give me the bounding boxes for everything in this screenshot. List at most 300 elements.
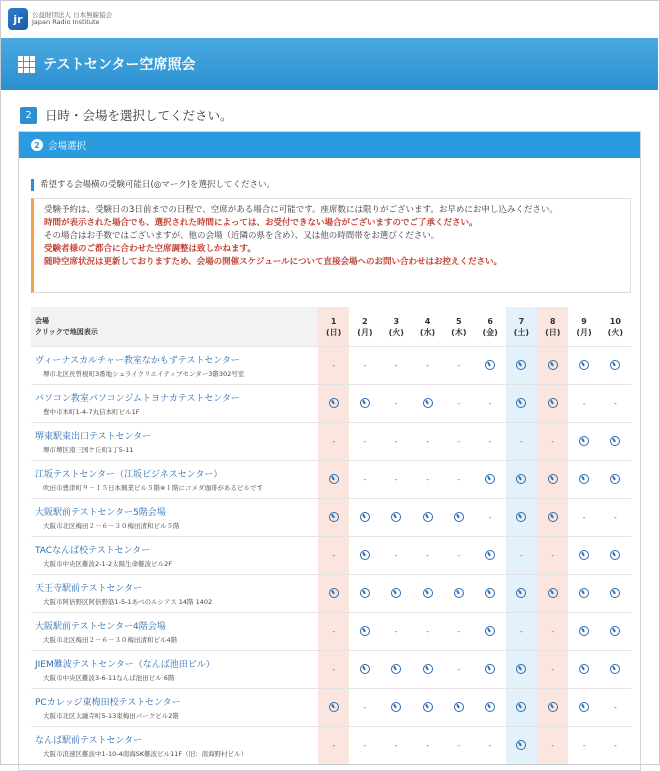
panel-heading: [19, 132, 640, 158]
available-clock-icon[interactable]: [579, 474, 589, 484]
venue-link[interactable]: 天王寺駅前テストセンター: [35, 584, 143, 594]
page-title: テストセンター空席照会: [43, 57, 196, 73]
step-number: 2: [20, 107, 37, 124]
available-clock-icon[interactable]: [360, 626, 370, 636]
table-body: [31, 347, 631, 765]
day-cell: [318, 537, 349, 575]
day-cell[interactable]: [412, 651, 443, 689]
day-of-week: (木): [451, 327, 467, 337]
day-of-week: (日): [325, 327, 342, 337]
day-cell[interactable]: [506, 347, 537, 385]
day-cell[interactable]: [568, 347, 599, 385]
available-clock-icon[interactable]: [516, 588, 526, 598]
day-cell[interactable]: [474, 537, 505, 575]
logo-text[interactable]: [32, 12, 112, 27]
day-date: 3: [393, 316, 400, 326]
available-clock-icon[interactable]: [548, 474, 558, 484]
day-cell: [381, 613, 412, 651]
available-clock-icon[interactable]: [485, 360, 495, 370]
day-cell: [318, 347, 349, 385]
unavailable-dash: -: [332, 361, 336, 370]
table-row: [31, 499, 631, 537]
available-clock-icon[interactable]: [610, 550, 620, 560]
available-clock-icon[interactable]: [610, 474, 620, 484]
unavailable-dash: -: [582, 513, 586, 522]
available-clock-icon[interactable]: [329, 588, 339, 598]
unavailable-dash: -: [363, 703, 367, 712]
day-header-2: [349, 307, 380, 347]
unavailable-dash: -: [582, 741, 586, 750]
venue-address: 大阪市中央区難波2-1-2太陽生命難波ビル2F: [43, 560, 172, 568]
day-cell: [381, 423, 412, 461]
available-clock-icon[interactable]: [423, 588, 433, 598]
unavailable-dash: -: [332, 741, 336, 750]
available-clock-icon[interactable]: [360, 588, 370, 598]
day-cell[interactable]: [568, 575, 599, 613]
day-cell: [349, 347, 380, 385]
available-clock-icon[interactable]: [548, 702, 558, 712]
available-clock-icon[interactable]: [391, 512, 401, 522]
day-header-4: [412, 307, 443, 347]
day-cell[interactable]: [318, 575, 349, 613]
day-cell: [349, 423, 380, 461]
day-of-week: (月): [576, 327, 592, 337]
day-cell[interactable]: [568, 423, 599, 461]
day-cell[interactable]: [318, 689, 349, 727]
site-header: [0, 0, 660, 39]
table-header-row: [31, 307, 631, 347]
day-cell: [506, 613, 537, 651]
day-cell: [568, 727, 599, 765]
day-cell[interactable]: [349, 651, 380, 689]
day-date: 10: [609, 316, 621, 326]
unavailable-dash: -: [613, 513, 617, 522]
day-cell[interactable]: [474, 461, 505, 499]
venue-cell: [31, 499, 318, 537]
unavailable-dash: -: [426, 627, 429, 636]
day-cell[interactable]: [506, 689, 537, 727]
day-of-week: (火): [388, 327, 404, 337]
day-cell[interactable]: [600, 575, 631, 613]
logo-line1: 公益財団法人 日本無線協会: [32, 10, 113, 19]
available-clock-icon[interactable]: [391, 664, 401, 674]
available-clock-icon[interactable]: [548, 360, 558, 370]
unavailable-dash: -: [551, 665, 555, 674]
available-clock-icon[interactable]: [360, 512, 370, 522]
unavailable-dash: -: [519, 551, 523, 560]
day-of-week: (月): [357, 327, 373, 337]
day-cell: [506, 423, 537, 461]
available-clock-icon[interactable]: [579, 550, 589, 560]
day-cell[interactable]: [568, 461, 599, 499]
day-of-week: (火): [607, 327, 623, 337]
day-cell[interactable]: [568, 613, 599, 651]
day-cell[interactable]: [600, 461, 631, 499]
available-clock-icon[interactable]: [485, 588, 495, 598]
day-cell: [412, 423, 443, 461]
available-clock-icon[interactable]: [610, 436, 620, 446]
day-cell: [474, 385, 505, 423]
available-clock-icon[interactable]: [516, 360, 526, 370]
grid-icon: [18, 56, 35, 73]
day-cell[interactable]: [474, 613, 505, 651]
available-clock-icon[interactable]: [516, 664, 526, 674]
available-clock-icon[interactable]: [610, 360, 620, 370]
venue-link[interactable]: なんば駅前テストセンター: [35, 736, 143, 746]
day-header-10: [600, 307, 631, 347]
venue-link[interactable]: JIEM難波テストセンター（なんば池田ビル）: [35, 660, 215, 670]
unavailable-dash: -: [457, 437, 461, 446]
venue-subheader: クリックで地図表示: [35, 327, 98, 336]
day-cell[interactable]: [349, 385, 380, 423]
day-cell: [381, 727, 412, 765]
day-cell: [412, 727, 443, 765]
day-cell[interactable]: [443, 499, 474, 537]
unavailable-dash: -: [457, 741, 461, 750]
notice-line1: 受験予約は、受験日の3日前までの日程で、空席がある場合に可能です。座席数には限りがございます。お早めにお申し込みください。: [44, 205, 558, 215]
available-clock-icon[interactable]: [579, 360, 589, 370]
unavailable-dash: -: [519, 437, 523, 446]
venue-address: 大阪市北区太融寺町5-13東梅田パークビル2階: [43, 712, 179, 720]
venue-link[interactable]: TACなんば校テストセンター: [35, 546, 151, 556]
venue-cell: [31, 689, 318, 727]
unavailable-dash: -: [426, 437, 429, 446]
unavailable-dash: -: [488, 513, 492, 522]
venue-address: 大阪市阿倍野区阿倍野筋1-5-1あべのルシアス 14階 1402: [43, 598, 213, 606]
available-clock-icon[interactable]: [485, 664, 495, 674]
available-clock-icon[interactable]: [516, 512, 526, 522]
unavailable-dash: -: [426, 741, 429, 750]
day-header-3: [381, 307, 412, 347]
unavailable-dash: -: [457, 399, 461, 408]
unavailable-dash: -: [394, 437, 398, 446]
day-cell: [443, 537, 474, 575]
available-clock-icon[interactable]: [579, 588, 589, 598]
day-cell[interactable]: [443, 575, 474, 613]
title-bar: [0, 38, 658, 90]
day-cell[interactable]: [381, 651, 412, 689]
step-text: 日時・会場を選択してください。: [45, 108, 233, 123]
available-clock-icon[interactable]: [485, 626, 495, 636]
unavailable-dash: -: [332, 437, 336, 446]
venue-address: 大阪市北区梅田２－６－３０梅田清和ビル５階: [43, 522, 180, 530]
day-cell[interactable]: [381, 575, 412, 613]
day-cell[interactable]: [600, 347, 631, 385]
day-date: 4: [424, 316, 431, 326]
available-clock-icon[interactable]: [454, 512, 464, 522]
unavailable-dash: -: [394, 741, 398, 750]
day-cell: [412, 537, 443, 575]
day-cell[interactable]: [412, 575, 443, 613]
day-cell[interactable]: [318, 499, 349, 537]
day-cell: [381, 347, 412, 385]
available-clock-icon[interactable]: [516, 474, 526, 484]
table-row: [31, 727, 631, 765]
day-cell: [568, 499, 599, 537]
day-cell[interactable]: [600, 423, 631, 461]
step-heading: [20, 106, 233, 124]
unavailable-dash: -: [582, 399, 586, 408]
logo-mark-text: jr: [13, 12, 23, 26]
day-header-8: [537, 307, 568, 347]
unavailable-dash: -: [488, 399, 492, 408]
venue-cell: [31, 575, 318, 613]
day-cell[interactable]: [349, 613, 380, 651]
instruction-text: 希望する会場横の受験可能日(◎マーク)を選択してください。: [31, 179, 275, 191]
day-cell[interactable]: [537, 385, 568, 423]
day-cell[interactable]: [474, 651, 505, 689]
day-date: 9: [581, 316, 587, 326]
venue-link[interactable]: 大阪駅前テストセンター4階会場: [35, 622, 166, 632]
day-date: 8: [549, 316, 556, 326]
day-of-week: (日): [545, 327, 561, 337]
day-cell[interactable]: [568, 689, 599, 727]
unavailable-dash: -: [613, 399, 617, 408]
day-cell[interactable]: [537, 689, 568, 727]
day-cell[interactable]: [600, 613, 631, 651]
venue-cell: [31, 461, 318, 499]
venue-link[interactable]: PCカレッジ東梅田校テストセンター: [35, 698, 181, 708]
venue-link[interactable]: 堺東駅東出口テストセンター: [35, 432, 152, 442]
available-clock-icon[interactable]: [391, 588, 401, 598]
available-clock-icon[interactable]: [548, 398, 558, 408]
unavailable-dash: -: [394, 475, 398, 484]
day-of-week: (水): [419, 327, 436, 337]
table-row: [31, 385, 631, 423]
day-cell: [318, 423, 349, 461]
day-cell[interactable]: [600, 537, 631, 575]
day-cell[interactable]: [474, 347, 505, 385]
day-cell: [537, 537, 568, 575]
day-cell: [318, 651, 349, 689]
unavailable-dash: -: [551, 551, 555, 560]
day-cell: [381, 461, 412, 499]
venue-cell: [31, 651, 318, 689]
venue-address: 吹田市豊津町９－１５日本興業ビル５階※１階にコメダ珈琲があるビルです: [43, 484, 263, 492]
venue-address: 大阪市北区梅田２－６－３０梅田清和ビル4階: [43, 636, 178, 644]
day-cell: [412, 613, 443, 651]
available-clock-icon[interactable]: [423, 398, 433, 408]
day-cell[interactable]: [537, 499, 568, 537]
day-header-1: [318, 307, 349, 347]
day-cell[interactable]: [381, 499, 412, 537]
available-clock-icon[interactable]: [423, 512, 433, 522]
venue-cell: [31, 347, 318, 385]
venue-address: 豊中市本町1-4-7丸信本町ビル1F: [43, 408, 140, 416]
day-date: 2: [362, 316, 368, 326]
available-clock-icon[interactable]: [329, 512, 339, 522]
venue-cell: [31, 423, 318, 461]
availability-table: [31, 307, 631, 765]
day-cell: [381, 385, 412, 423]
notice-line3: その場合はお手数ではございますが、他の会場（近隣の県を含め）、又は他の時間帯をお選びください。: [44, 231, 440, 241]
day-cell[interactable]: [537, 347, 568, 385]
panel-heading-text: 会場選択: [48, 141, 87, 152]
available-clock-icon[interactable]: [610, 626, 620, 636]
venue-cell: [31, 537, 318, 575]
day-cell[interactable]: [412, 689, 443, 727]
unavailable-dash: -: [394, 399, 398, 408]
available-clock-icon[interactable]: [516, 702, 526, 712]
day-cell[interactable]: [506, 575, 537, 613]
day-cell[interactable]: [443, 689, 474, 727]
available-clock-icon[interactable]: [423, 664, 433, 674]
available-clock-icon[interactable]: [391, 702, 401, 712]
day-header-5: [443, 307, 474, 347]
table-row: [31, 537, 631, 575]
available-clock-icon[interactable]: [548, 512, 558, 522]
available-clock-icon[interactable]: [360, 398, 370, 408]
day-cell: [600, 385, 631, 423]
day-cell: [600, 499, 631, 537]
day-cell: [568, 385, 599, 423]
day-cell: [506, 537, 537, 575]
day-date: 6: [487, 316, 493, 326]
day-cell: [318, 727, 349, 765]
day-cell: [443, 385, 474, 423]
available-clock-icon[interactable]: [579, 436, 589, 446]
day-cell[interactable]: [474, 575, 505, 613]
day-cell[interactable]: [600, 651, 631, 689]
unavailable-dash: -: [457, 475, 461, 484]
day-date: 1: [330, 316, 337, 326]
available-clock-icon[interactable]: [548, 588, 558, 598]
day-cell[interactable]: [318, 385, 349, 423]
notice-line4: 受験者様のご都合に合わせた空席調整は致しかねます。: [44, 244, 256, 254]
unavailable-dash: -: [394, 627, 398, 636]
available-clock-icon[interactable]: [329, 702, 339, 712]
unavailable-dash: -: [519, 627, 523, 636]
notice-box: [31, 198, 631, 293]
unavailable-dash: -: [457, 551, 461, 560]
unavailable-dash: -: [426, 361, 429, 370]
unavailable-dash: -: [426, 551, 429, 560]
day-cell: [600, 689, 631, 727]
venue-header: 会場: [35, 316, 49, 325]
day-cell: [537, 613, 568, 651]
day-cell[interactable]: [349, 499, 380, 537]
day-cell[interactable]: [537, 575, 568, 613]
day-cell: [381, 537, 412, 575]
day-cell[interactable]: [349, 575, 380, 613]
day-cell[interactable]: [412, 385, 443, 423]
unavailable-dash: -: [363, 475, 367, 484]
available-clock-icon[interactable]: [329, 474, 339, 484]
day-cell[interactable]: [349, 537, 380, 575]
unavailable-dash: -: [457, 665, 461, 674]
day-cell: [537, 423, 568, 461]
day-header-7: [506, 307, 537, 347]
day-cell[interactable]: [537, 461, 568, 499]
unavailable-dash: -: [332, 551, 336, 560]
table-row: [31, 689, 631, 727]
venue-link[interactable]: 江坂テストセンター（江坂ビジネスセンター）: [35, 470, 223, 480]
day-cell: [443, 727, 474, 765]
day-cell[interactable]: [474, 689, 505, 727]
venue-cell: [31, 613, 318, 651]
day-cell[interactable]: [506, 727, 537, 765]
day-cell: [443, 613, 474, 651]
available-clock-icon[interactable]: [360, 664, 370, 674]
unavailable-dash: -: [551, 741, 555, 750]
day-cell[interactable]: [506, 499, 537, 537]
day-cell[interactable]: [381, 689, 412, 727]
day-cell[interactable]: [568, 537, 599, 575]
day-cell: [443, 347, 474, 385]
day-date: 7: [518, 316, 525, 326]
table-row: [31, 613, 631, 651]
available-clock-icon[interactable]: [579, 702, 589, 712]
venue-link[interactable]: 大阪駅前テストセンター5階会場: [35, 508, 166, 518]
available-clock-icon[interactable]: [360, 550, 370, 560]
available-clock-icon[interactable]: [329, 398, 339, 408]
table-row: [31, 347, 631, 385]
jri-logo-icon[interactable]: [8, 8, 28, 30]
unavailable-dash: -: [394, 551, 398, 560]
available-clock-icon[interactable]: [485, 702, 495, 712]
day-cell[interactable]: [506, 461, 537, 499]
day-cell[interactable]: [506, 651, 537, 689]
unavailable-dash: -: [551, 437, 555, 446]
venue-address: 堺市堺区南三国ケ丘町1丁5-11: [43, 446, 134, 454]
day-date: 5: [456, 316, 462, 326]
available-clock-icon[interactable]: [485, 474, 495, 484]
available-clock-icon[interactable]: [454, 588, 464, 598]
available-clock-icon[interactable]: [423, 702, 433, 712]
unavailable-dash: -: [488, 437, 492, 446]
available-clock-icon[interactable]: [485, 550, 495, 560]
unavailable-dash: -: [613, 703, 617, 712]
available-clock-icon[interactable]: [610, 664, 620, 674]
day-cell[interactable]: [506, 385, 537, 423]
notice-line2: 時間が表示された場合でも、選択された時間によっては、お受付できない場合がございますのでご了承ください。: [44, 218, 478, 228]
venue-select-panel: [18, 131, 641, 771]
day-cell: [349, 727, 380, 765]
available-clock-icon[interactable]: [579, 626, 589, 636]
day-cell: [537, 727, 568, 765]
day-cell: [443, 461, 474, 499]
day-cell: [443, 423, 474, 461]
day-cell: [443, 651, 474, 689]
available-clock-icon[interactable]: [516, 740, 526, 750]
day-cell: [537, 651, 568, 689]
day-of-week: (土): [513, 327, 530, 337]
available-clock-icon[interactable]: [454, 702, 464, 712]
unavailable-dash: -: [394, 361, 398, 370]
venue-cell: [31, 385, 318, 423]
logo-line2: Japan Radio Institute: [32, 18, 100, 26]
venue-cell: [31, 727, 318, 765]
table-row: [31, 651, 631, 689]
day-cell: [474, 499, 505, 537]
available-clock-icon[interactable]: [516, 398, 526, 408]
day-header-9: [568, 307, 599, 347]
venue-link[interactable]: ヴィーナスカルチャー教室なかもずテストセンター: [35, 356, 240, 366]
available-clock-icon[interactable]: [579, 664, 589, 674]
day-cell: [600, 727, 631, 765]
unavailable-dash: -: [363, 361, 367, 370]
venue-link[interactable]: パソコン教室パソコンジムトヨナカテストセンター: [35, 394, 240, 404]
day-cell[interactable]: [318, 461, 349, 499]
table-row: [31, 423, 631, 461]
day-cell: [474, 727, 505, 765]
unavailable-dash: -: [457, 627, 461, 636]
day-cell[interactable]: [568, 651, 599, 689]
available-clock-icon[interactable]: [610, 588, 620, 598]
table-row: [31, 575, 631, 613]
day-cell[interactable]: [412, 499, 443, 537]
unavailable-dash: -: [613, 741, 617, 750]
